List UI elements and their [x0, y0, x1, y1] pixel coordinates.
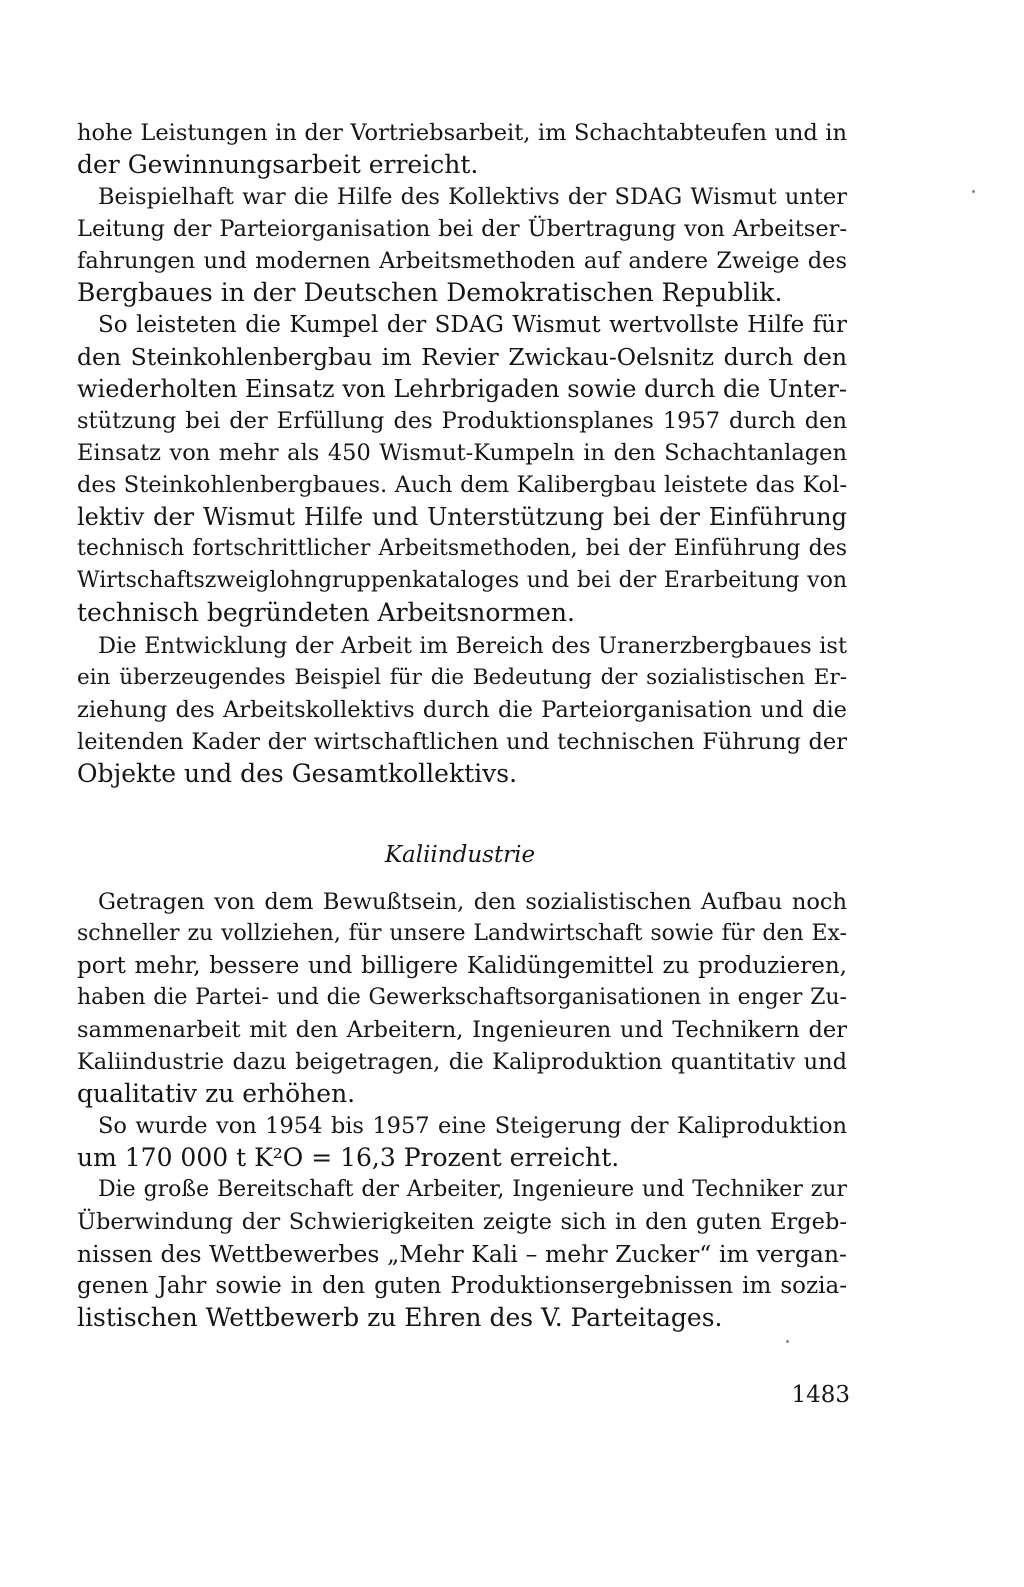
- paragraph-7-line-3: nissen des Wettbewerbes „Mehr Kali – mehr Zucker“ im vergan-: [77, 1240, 847, 1268]
- paragraph-1-line-1: hohe Leistungen in der Vortriebsarbeit, im Schachtabteufen und in: [77, 120, 847, 146]
- paragraph-3-line-8: technisch fortschrittlicher Arbeitsmethoden, bei der Einführung des: [77, 536, 847, 561]
- paragraph-6-line-2: um 170 000 t K²O = 16,3 Prozent erreicht.: [77, 1143, 620, 1172]
- paragraph-4-line-1: Die Entwicklung der Arbeit im Bereich des Uranerzbergbaues ist: [98, 633, 847, 659]
- scan-speck: [972, 190, 975, 193]
- scan-speck: [786, 1340, 789, 1343]
- paragraph-1-line-2: der Gewinnungsarbeit erreicht.: [77, 150, 479, 179]
- paragraph-2-line-4: Bergbaues in der Deutschen Demokratischen Republik.: [77, 278, 783, 307]
- paragraph-3-line-4: stützung bei der Erfüllung des Produktionsplanes 1957 durch den: [77, 408, 847, 434]
- paragraph-4-line-2: ein überzeugendes Beispiel für die Bedeutung der sozialistischen Er-: [77, 665, 847, 690]
- paragraph-7-line-4: genen Jahr sowie in den guten Produktionsergebnissen im sozia-: [77, 1273, 847, 1299]
- paragraph-2-line-1: Beispielhaft war die Hilfe des Kollektivs der SDAG Wismut unter: [98, 184, 847, 210]
- paragraph-3-line-7: lektiv der Wismut Hilfe und Unterstützung bei der Einführung: [77, 503, 847, 531]
- paragraph-4-line-4: leitenden Kader der wirtschaftlichen und technischen Führung der: [77, 729, 847, 755]
- paragraph-7-line-2: Überwindung der Schwierigkeiten zeigte sich in den guten Ergeb-: [77, 1209, 847, 1235]
- paragraph-5-line-6: Kaliindustrie dazu beigetragen, die Kaliproduktion quantitativ und: [77, 1049, 847, 1075]
- paragraph-2-line-2: Leitung der Parteiorganisation bei der Übertragung von Arbeitser-: [77, 216, 847, 242]
- paragraph-5-line-1: Getragen von dem Bewußtsein, den sozialistischen Aufbau noch: [98, 889, 847, 915]
- paragraph-3-line-3: wiederholten Einsatz von Lehrbrigaden sowie durch die Unter-: [77, 375, 847, 403]
- paragraph-7-line-5: listischen Wettbewerb zu Ehren des V. Parteitages.: [77, 1303, 723, 1332]
- section-heading: Kaliindustrie: [384, 842, 536, 868]
- page-number: 1483: [791, 1382, 850, 1408]
- paragraph-5-line-3: port mehr, bessere und billigere Kalidüngemittel zu produzieren,: [77, 953, 847, 979]
- paragraph-3-line-6: des Steinkohlenbergbaues. Auch dem Kalibergbau leistete das Kol-: [77, 472, 847, 498]
- paragraph-3-line-5: Einsatz von mehr als 450 Wismut-Kumpeln in den Schachtanlagen: [77, 440, 847, 466]
- paragraph-4-line-3: ziehung des Arbeitskollektivs durch die Parteiorganisation und die: [77, 697, 847, 723]
- paragraph-4-line-5: Objekte und des Gesamtkollektivs.: [77, 759, 518, 788]
- paragraph-3-line-10: technisch begründeten Arbeitsnormen.: [77, 598, 575, 627]
- paragraph-5-line-2: schneller zu vollziehen, für unsere Landwirtschaft sowie für den Ex-: [77, 921, 847, 946]
- paragraph-3-line-2: den Steinkohlenbergbau im Revier Zwickau-Oelsnitz durch den: [77, 343, 847, 371]
- paragraph-5-line-5: sammenarbeit mit den Arbeitern, Ingenieuren und Technikern der: [77, 1017, 847, 1043]
- paragraph-3-line-9: Wirtschaftszweiglohngruppenkataloges und bei der Erarbeitung von: [77, 568, 847, 593]
- paragraph-5-line-4: haben die Partei- und die Gewerkschaftsorganisationen in enger Zu-: [77, 985, 847, 1010]
- paragraph-5-line-7: qualitativ zu erhöhen.: [77, 1079, 356, 1108]
- paragraph-3-line-1: So leisteten die Kumpel der SDAG Wismut wertvollste Hilfe für: [98, 312, 847, 338]
- paragraph-7-line-1: Die große Bereitschaft der Arbeiter, Ingenieure und Techniker zur: [98, 1177, 847, 1202]
- paragraph-6-line-1: So wurde von 1954 bis 1957 eine Steigerung der Kaliproduktion: [98, 1113, 847, 1139]
- paragraph-2-line-3: fahrungen und modernen Arbeitsmethoden auf andere Zweige des: [77, 248, 847, 274]
